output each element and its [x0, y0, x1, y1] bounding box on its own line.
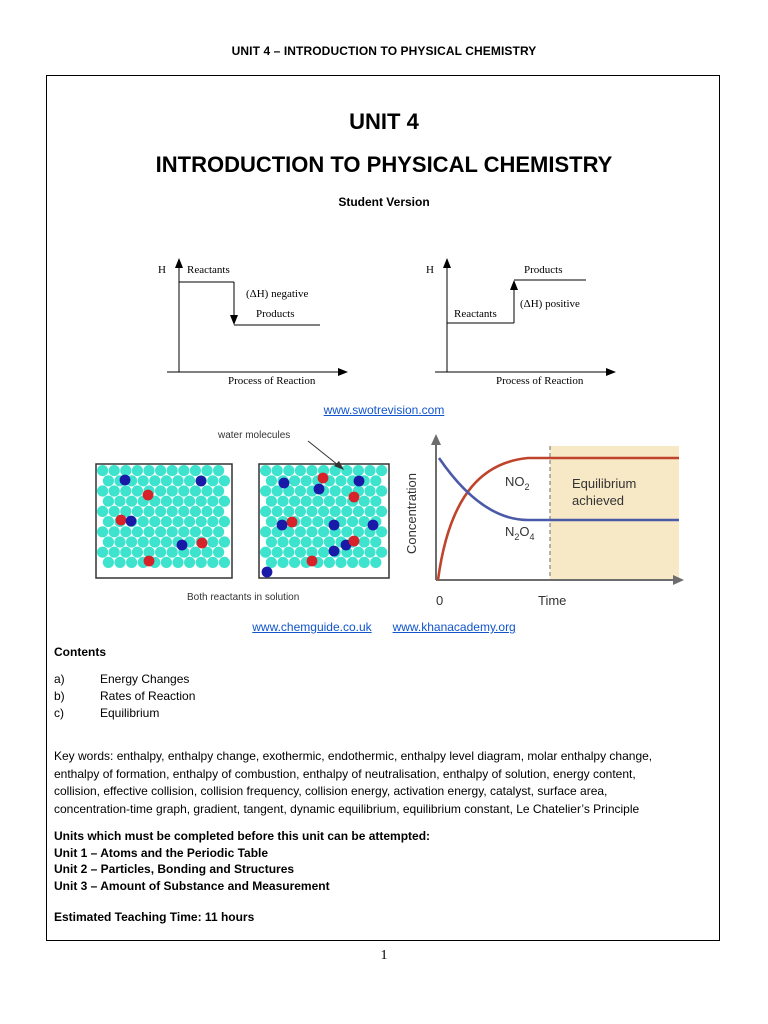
reactants-in-solution-figure [90, 425, 390, 607]
no2-subscript: 2 [524, 482, 530, 492]
water-molecule [213, 506, 224, 517]
water-molecule [167, 547, 178, 558]
key-words-line: concentration-time graph, gradient, tangent, dynamic equilibrium, equilibrium constant, Le Chatelier’s Principle [54, 801, 640, 816]
water-molecule [364, 506, 375, 517]
water-molecule [376, 485, 387, 496]
water-molecule [178, 506, 189, 517]
water-molecule [201, 526, 212, 537]
water-molecule [260, 506, 271, 517]
annotation-line-2: achieved [572, 493, 625, 508]
water-molecule [364, 547, 375, 558]
water-molecule [289, 536, 300, 547]
water-molecule [138, 536, 149, 547]
water-molecule [370, 536, 381, 547]
water-molecule [149, 475, 160, 486]
series-label-no2 [505, 474, 530, 492]
reactant-particle-blue [279, 478, 290, 489]
water-molecule [97, 547, 108, 558]
water-molecule [190, 526, 201, 537]
water-molecule [330, 506, 341, 517]
reactant-particle-blue [329, 546, 340, 557]
water-molecule [172, 516, 183, 527]
water-molecule [219, 475, 230, 486]
water-molecule [109, 485, 120, 496]
water-molecule [260, 485, 271, 496]
key-words-line: Key words: enthalpy, enthalpy change, exothermic, endothermic, enthalpy level diagram, molar enthalpy change, [54, 749, 653, 763]
water-molecule [196, 516, 207, 527]
water-molecule [341, 506, 352, 517]
water-molecule [155, 526, 166, 537]
water-molecule [196, 557, 207, 568]
water-molecule [283, 506, 294, 517]
water-molecule [103, 557, 114, 568]
version-label: Student Version [338, 195, 430, 209]
water-molecule [370, 496, 381, 507]
water-molecule [330, 485, 341, 496]
water-molecule [260, 465, 271, 476]
water-molecule [353, 506, 364, 517]
reactant-particle-red [116, 515, 127, 526]
water-molecule [184, 516, 195, 527]
key-words-paragraph [54, 748, 714, 818]
water-molecule [161, 496, 172, 507]
khanacademy-link[interactable]: www.khanacademy.org [392, 620, 516, 634]
water-molecule [306, 526, 317, 537]
water-molecule [149, 516, 160, 527]
water-molecule [272, 506, 283, 517]
water-molecule [260, 547, 271, 558]
water-molecule [370, 475, 381, 486]
water-molecule [376, 465, 387, 476]
water-molecule [161, 557, 172, 568]
x-axis-arrow-icon [606, 368, 616, 376]
water-molecule [172, 557, 183, 568]
water-molecule [109, 547, 120, 558]
contents-heading: Contents [54, 645, 106, 659]
water-molecule [207, 536, 218, 547]
water-molecule [324, 496, 335, 507]
water-molecule [143, 465, 154, 476]
water-molecule [306, 465, 317, 476]
x-axis-label: Process of Reaction [496, 375, 584, 387]
water-molecule [138, 475, 149, 486]
figure-caption: Both reactants in solution [187, 592, 300, 603]
water-molecule [312, 536, 323, 547]
water-molecule [370, 557, 381, 568]
key-words-line: collision, effective collision, collision frequency, collision energy, activation energy, catalyst, surface area, [54, 784, 608, 798]
water-molecule [347, 557, 358, 568]
y-axis-label: H [426, 264, 434, 276]
water-molecule [335, 496, 346, 507]
y-axis-arrow-icon [431, 434, 441, 445]
water-molecule [295, 526, 306, 537]
water-molecule [283, 547, 294, 558]
water-molecule [213, 485, 224, 496]
reactant-particle-blue [354, 476, 365, 487]
delta-h-down-arrow-icon [230, 315, 238, 325]
water-molecule [143, 506, 154, 517]
water-molecule [167, 485, 178, 496]
reactant-particle-red [349, 492, 360, 503]
water-molecule [132, 506, 143, 517]
water-molecule [172, 496, 183, 507]
delta-h-label: (ΔH) positive [520, 298, 580, 310]
water-molecule [312, 496, 323, 507]
contents-item [54, 706, 195, 723]
contents-label: Rates of Reaction [100, 689, 196, 703]
water-molecule [126, 557, 137, 568]
water-molecule [120, 547, 131, 558]
products-label: Products [524, 264, 563, 276]
water-molecule [132, 547, 143, 558]
water-molecule [201, 485, 212, 496]
equilibrium-region [550, 446, 679, 580]
water-molecule [155, 506, 166, 517]
water-molecule [207, 516, 218, 527]
reactant-particle-blue [277, 520, 288, 531]
key-words-line: enthalpy of formation, enthalpy of combustion, enthalpy of neutralisation, enthalpy of solution, energy content, [54, 766, 636, 781]
water-molecule [289, 475, 300, 486]
water-molecule [301, 536, 312, 547]
n2o4-mid: O [519, 524, 530, 539]
water-molecule [277, 557, 288, 568]
water-molecule [167, 526, 178, 537]
page-number: 1 [380, 948, 388, 963]
y-axis-title: Concentration [404, 473, 419, 554]
water-molecule [178, 526, 189, 537]
water-molecule [103, 536, 114, 547]
water-molecule [219, 496, 230, 507]
water-molecule [295, 506, 306, 517]
water-molecule [97, 526, 108, 537]
swotrevision-link[interactable]: www.swotrevision.com [323, 403, 445, 417]
water-molecule [120, 485, 131, 496]
reactant-particle-red [144, 556, 155, 567]
n2o4-subscript-2: 4 [529, 532, 535, 542]
reactant-particle-blue [329, 520, 340, 531]
water-molecule [347, 516, 358, 527]
water-molecule [295, 485, 306, 496]
water-molecule [114, 496, 125, 507]
water-molecule [272, 547, 283, 558]
reactant-particle-blue [262, 567, 273, 578]
water-molecule [120, 526, 131, 537]
water-molecule [190, 485, 201, 496]
water-molecule [376, 526, 387, 537]
water-molecule [295, 465, 306, 476]
water-molecule [184, 475, 195, 486]
prerequisite-unit: Unit 1 – Atoms and the Periodic Table [54, 845, 269, 860]
water-molecule [109, 465, 120, 476]
prerequisites-block [54, 828, 430, 894]
reactant-particle-red [318, 473, 329, 484]
chemguide-link[interactable]: www.chemguide.co.uk [252, 620, 372, 634]
water-molecule [266, 496, 277, 507]
n2o4-subscript-1: 2 [514, 532, 520, 542]
page-title: UNIT 4 [349, 109, 419, 134]
contents-list [54, 672, 195, 723]
water-molecule [335, 475, 346, 486]
reactant-particle-blue [314, 484, 325, 495]
reactant-particle-red [143, 490, 154, 501]
water-molecule [132, 485, 143, 496]
exothermic-diagram [150, 255, 360, 390]
x-axis-arrow-icon [338, 368, 348, 376]
reactant-particle-red [287, 517, 298, 528]
contents-label: Equilibrium [100, 706, 160, 720]
running-header: UNIT 4 – INTRODUCTION TO PHYSICAL CHEMISTRY [231, 44, 537, 58]
water-molecule [312, 516, 323, 527]
water-molecule [167, 506, 178, 517]
water-molecule [172, 475, 183, 486]
water-molecule [213, 526, 224, 537]
water-molecule [341, 526, 352, 537]
endothermic-diagram [418, 255, 628, 390]
annotation-line-1: Equilibrium [572, 476, 637, 491]
water-molecule [190, 547, 201, 558]
water-molecule [103, 516, 114, 527]
pointer-label: water molecules [218, 430, 291, 441]
water-molecule [149, 536, 160, 547]
water-molecule [97, 506, 108, 517]
water-molecule [196, 496, 207, 507]
contents-marker: c) [54, 706, 64, 720]
pointer-line [308, 441, 338, 465]
water-molecule [359, 557, 370, 568]
water-molecule [207, 557, 218, 568]
water-molecule [219, 536, 230, 547]
n2o4-main: N [505, 524, 515, 539]
x-axis-title: Time [538, 593, 567, 608]
water-molecule [324, 557, 335, 568]
water-molecule [283, 465, 294, 476]
water-molecule [126, 496, 137, 507]
water-molecule [161, 536, 172, 547]
water-molecule [266, 516, 277, 527]
water-molecule [364, 465, 375, 476]
reactant-particle-blue [177, 540, 188, 551]
reactant-particle-red [307, 556, 318, 567]
water-molecule [201, 506, 212, 517]
water-molecule [318, 526, 329, 537]
water-molecule [289, 557, 300, 568]
reactants-label: Reactants [187, 264, 230, 276]
water-molecule [376, 547, 387, 558]
series-label-n2o4 [505, 524, 535, 542]
water-molecule [213, 465, 224, 476]
water-molecule [167, 465, 178, 476]
water-molecule [143, 526, 154, 537]
no2-main: NO [505, 474, 525, 489]
water-molecule [178, 465, 189, 476]
water-molecule [109, 506, 120, 517]
water-molecule [161, 516, 172, 527]
water-molecule [272, 465, 283, 476]
reactant-particle-red [349, 536, 360, 547]
water-molecule [359, 496, 370, 507]
contents-label: Energy Changes [100, 672, 190, 686]
contents-item [54, 689, 195, 706]
reactant-particle-blue [126, 516, 137, 527]
contents-marker: a) [54, 672, 65, 686]
water-molecule [132, 526, 143, 537]
water-molecule [161, 475, 172, 486]
water-molecule [155, 547, 166, 558]
reactants-label: Reactants [454, 308, 497, 320]
water-molecule [301, 496, 312, 507]
y-axis-arrow-icon [443, 258, 451, 268]
water-molecule [201, 465, 212, 476]
water-molecule [103, 475, 114, 486]
reactant-particle-blue [368, 520, 379, 531]
water-molecule [132, 465, 143, 476]
water-molecule [318, 547, 329, 558]
water-molecule [364, 485, 375, 496]
water-molecule [353, 465, 364, 476]
prerequisite-unit: Unit 2 – Particles, Bonding and Structures [54, 862, 295, 876]
water-molecule [114, 557, 125, 568]
water-molecule [277, 496, 288, 507]
water-molecule [109, 526, 120, 537]
products-label: Products [256, 308, 295, 320]
water-molecule [359, 536, 370, 547]
reactant-particle-red [197, 538, 208, 549]
water-molecule [97, 485, 108, 496]
delta-h-up-arrow-icon [510, 280, 518, 290]
water-molecule [184, 557, 195, 568]
water-molecule [138, 516, 149, 527]
water-molecule [184, 496, 195, 507]
y-axis-arrow-icon [175, 258, 183, 268]
water-molecule [376, 506, 387, 517]
contents-marker: b) [54, 689, 65, 703]
water-molecule [178, 485, 189, 496]
reactant-particle-blue [120, 475, 131, 486]
x-axis-label: Process of Reaction [228, 375, 316, 387]
water-molecule [207, 496, 218, 507]
prerequisite-unit: Unit 3 – Amount of Substance and Measurement [54, 878, 330, 893]
water-molecule [301, 475, 312, 486]
water-molecule [155, 465, 166, 476]
water-molecule [120, 465, 131, 476]
water-molecule [207, 475, 218, 486]
water-molecule [213, 547, 224, 558]
water-molecule [266, 536, 277, 547]
water-molecule [190, 506, 201, 517]
water-molecule [341, 465, 352, 476]
water-molecule [219, 516, 230, 527]
water-molecule [126, 536, 137, 547]
water-molecule [277, 536, 288, 547]
water-molecule [266, 475, 277, 486]
water-molecule [190, 465, 201, 476]
water-molecule [155, 485, 166, 496]
water-molecule [260, 526, 271, 537]
water-molecule [114, 536, 125, 547]
reactant-particle-blue [196, 476, 207, 487]
y-axis-label: H [158, 264, 166, 276]
water-molecule [335, 557, 346, 568]
concentration-time-chart [398, 428, 688, 610]
water-molecule [103, 496, 114, 507]
water-molecule [318, 506, 329, 517]
teaching-time: Estimated Teaching Time: 11 hours [54, 910, 255, 924]
x-tick-label-0: 0 [436, 593, 444, 608]
contents-item [54, 672, 195, 689]
water-molecule [266, 557, 277, 568]
water-molecule [289, 496, 300, 507]
delta-h-label: (ΔH) negative [246, 288, 309, 300]
water-molecule [301, 516, 312, 527]
water-molecule [306, 506, 317, 517]
prerequisites-heading: Units which must be completed before this unit can be attempted: [54, 829, 431, 843]
water-molecule [353, 547, 364, 558]
page-subtitle-main: INTRODUCTION TO PHYSICAL CHEMISTRY [155, 152, 613, 177]
water-molecule [219, 557, 230, 568]
water-molecule [97, 465, 108, 476]
water-molecule [295, 547, 306, 558]
